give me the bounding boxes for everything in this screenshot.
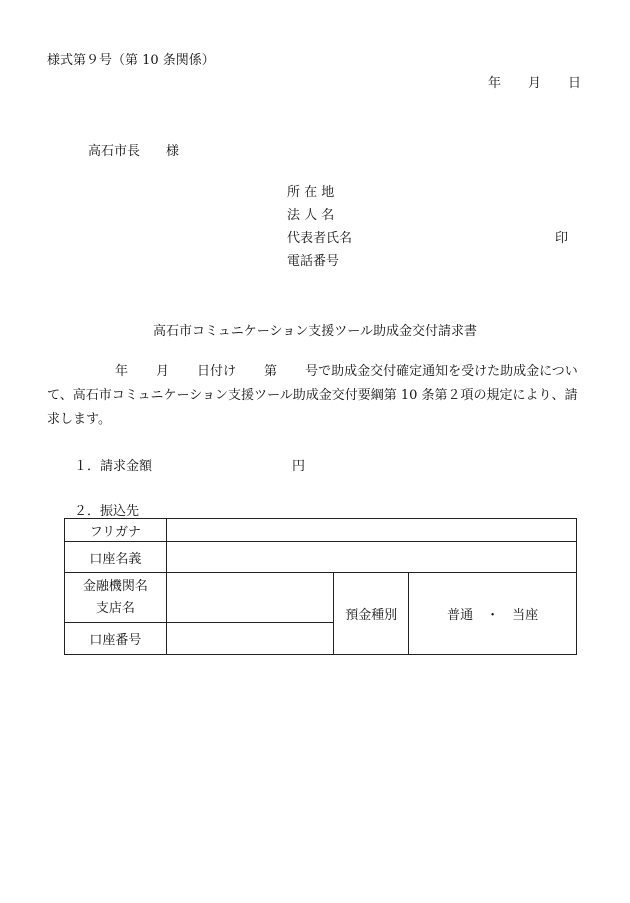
seal-mark: 印: [555, 231, 569, 246]
representative-label: 代表者氏名: [287, 231, 353, 246]
phone-label: 電話番号: [287, 254, 340, 269]
body-line-1: [47, 360, 582, 384]
bank-name-label: 金融機関名: [82, 578, 148, 594]
yen-unit: 円: [292, 459, 306, 474]
account-name-label: 口座名義: [65, 542, 167, 573]
document-title: 高石市コミュニケーション支援ツール助成金交付請求書: [153, 324, 477, 339]
address-label: 所 在 地: [287, 185, 335, 200]
item-transfer-destination: ２．振込先: [74, 504, 140, 519]
form-number: 様式第９号（第 10 条関係）: [47, 53, 215, 68]
furigana-field: [166, 519, 576, 542]
date-year: 年: [488, 76, 502, 91]
date-day: 日: [568, 76, 582, 91]
account-number-field: [166, 623, 334, 655]
body-line-2: て、高石市コミュニケーション支援ツール助成金交付要綱第 10 条第２項の規定により、請: [47, 388, 578, 403]
request-amount-label: １．請求金額: [74, 459, 153, 474]
body-line-3: 求します。: [47, 412, 111, 427]
body-dated: 日付け: [197, 364, 237, 379]
body-paragraph: [47, 360, 582, 432]
body-month: 月: [156, 364, 170, 379]
account-number-label: 口座番号: [65, 623, 167, 655]
addressee: [88, 140, 179, 159]
item-request-amount: [74, 455, 305, 474]
applicant-block: [287, 185, 577, 277]
deposit-type-label: 預金種別: [334, 573, 409, 655]
account-name-field: [166, 542, 576, 573]
bank-branch-field: [166, 573, 334, 623]
body-line-1-rest: 号で助成金交付確定通知を受けた助成金につい: [305, 364, 578, 379]
body-year: 年: [115, 364, 129, 379]
body-no: 第: [264, 364, 278, 379]
addressee-honorific: 様: [166, 144, 180, 159]
bank-branch-label: [65, 573, 167, 623]
addressee-name: 高石市長: [88, 144, 141, 159]
date-month: 月: [528, 76, 542, 91]
corp-name-label: 法 人 名: [287, 208, 335, 223]
deposit-type-options: 普通 ・ 当座: [409, 573, 577, 655]
date-line: [488, 72, 581, 91]
branch-name-label: 支店名: [95, 600, 135, 616]
furigana-label: フリガナ: [65, 519, 167, 542]
bank-account-table: [64, 518, 577, 655]
